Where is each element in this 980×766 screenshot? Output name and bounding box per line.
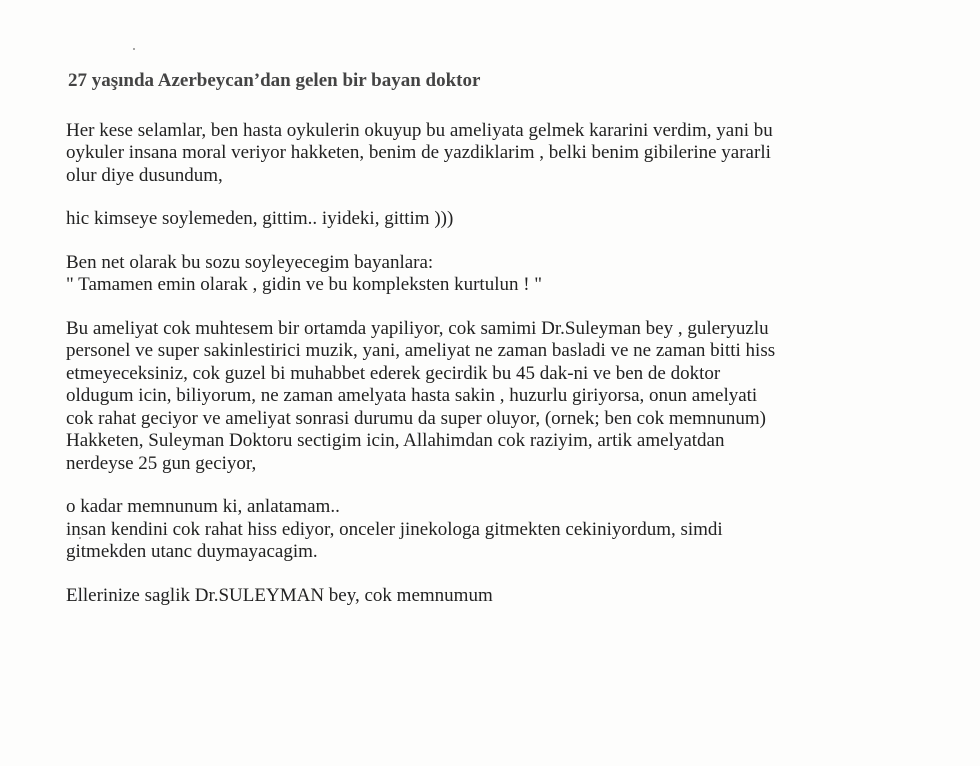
text-line: gitmekden utanc duymayacagim. xyxy=(66,541,318,562)
letter-body xyxy=(66,70,926,628)
text-line: Ellerinize saglik Dr.SULEYMAN bey, cok memnumum xyxy=(66,584,493,606)
text-line: olur diye dusundum, xyxy=(66,164,223,186)
text-line: Her kese selamlar, ben hasta oykulerin okuyup bu ameliyata gelmek kararini verdim, yani bu xyxy=(66,119,773,141)
text-line: oykuler insana moral veriyor hakketen, benim de yazdiklarim , belki benim gibilerine yararli xyxy=(66,142,771,163)
text-line: cok rahat geciyor ve ameliyat sonrasi durumu da super oluyor, (ornek; ben cok memnunum) xyxy=(66,407,766,429)
text-line: hic kimseye soylemeden, gittim.. iyideki, gittim ))) xyxy=(66,208,454,229)
text-line: o kadar memnunum ki, anlatamam.. xyxy=(66,496,340,517)
text-line: nerdeyse 25 gun geciyor, xyxy=(66,452,257,474)
text-line: insan kendini cok rahat hiss ediyor, onceler jinekologa gitmekten cekiniyordum, simdi xyxy=(66,518,723,540)
text-line: Hakketen, Suleyman Doktoru sectigim icin, Allahimdan cok raziyim, artik amelyatdan xyxy=(66,430,725,451)
paragraph-satisfaction xyxy=(66,496,926,564)
paragraph-intro xyxy=(66,120,926,188)
text-line: personel ve super sakinlestirici muzik, yani, ameliyat ne zaman basladi ve ne zaman bitti hiss xyxy=(66,340,776,361)
text-line: Bu ameliyat cok muhtesem bir ortamda yapiliyor, cok samimi Dr.Suleyman bey , guleryuzlu xyxy=(66,317,769,339)
paragraph-secret xyxy=(66,208,926,231)
text-line: oldugum icin, biliyorum, ne zaman amelyata hasta sakin , huzurlu giriyorsa, onun amelyati xyxy=(66,385,758,406)
text-line: " Tamamen emin olarak , gidin ve bu kompleksten kurtulun ! " xyxy=(66,274,543,295)
text-line: etmeyeceksiniz, cok guzel bi muhabbet ederek gecirdik bu 45 dak-ni ve ben de doktor xyxy=(66,362,721,384)
paragraph-advice xyxy=(66,252,926,297)
paragraph-closing xyxy=(66,585,926,608)
document-title: 27 yaşında Azerbeycan’dan gelen bir bayan doktor xyxy=(68,70,481,91)
text-line: Ben net olarak bu sozu soyleyecegim bayanlara: xyxy=(66,251,434,273)
paragraph-experience xyxy=(66,318,926,476)
scan-speck xyxy=(133,48,135,50)
